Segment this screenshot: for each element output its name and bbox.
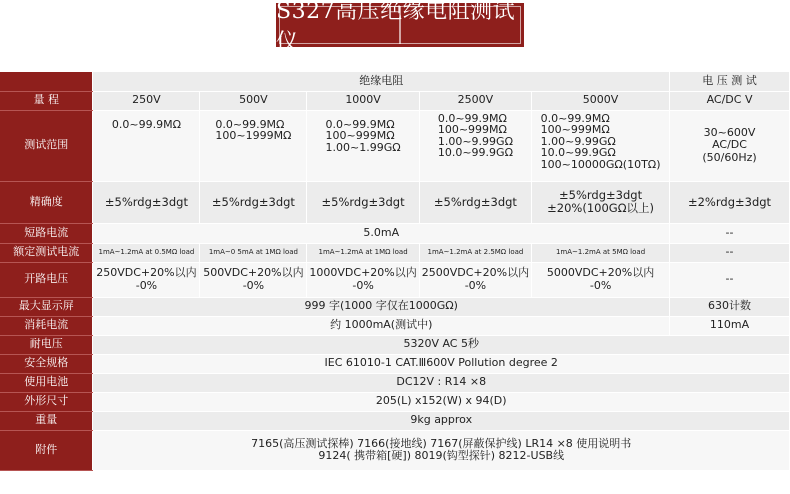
accuracy-cell: ±2%rdg±3dgt	[670, 181, 790, 223]
table-row	[0, 316, 790, 335]
measure-cell: 0.0~99.9MΩ	[93, 110, 200, 181]
range-cell: 2500V	[419, 91, 531, 110]
row-label: 额定测试电流	[0, 243, 93, 262]
page-title: S327高压绝缘电阻测试仪	[276, 3, 524, 47]
short-voltage: --	[670, 223, 790, 243]
measure-cell: 0.0~99.9MΩ 100~1999MΩ	[200, 110, 307, 181]
table-row	[0, 243, 790, 262]
battery-value: DC12V : R14 ×8	[93, 373, 790, 392]
accuracy-cell: ±5%rdg±3dgt	[200, 181, 307, 223]
accuracy-cell: ±5%rdg±3dgt ±20%(100GΩ以上)	[532, 181, 670, 223]
voltage-header: 电 压 测 试	[670, 72, 790, 91]
table-row	[0, 223, 790, 243]
range-cell: AC/DC V	[670, 91, 790, 110]
table-row	[0, 181, 790, 223]
corner-cell	[0, 72, 93, 91]
table-row	[0, 110, 790, 181]
table-row	[0, 72, 790, 91]
table-row	[0, 335, 790, 354]
withstand-value: 5320V AC 5秒	[93, 335, 790, 354]
table-row	[0, 91, 790, 110]
row-label: 外形尺寸	[0, 392, 93, 411]
open-voltage: --	[670, 262, 790, 297]
rated-voltage: --	[670, 243, 790, 262]
spec-table	[0, 72, 790, 471]
measure-cell: 30~600V AC/DC (50/60Hz)	[670, 110, 790, 181]
range-cell: 250V	[93, 91, 200, 110]
row-label: 开路电压	[0, 262, 93, 297]
measure-cell: 0.0~99.9MΩ 100~999MΩ 1.00~9.99GΩ 10.0~99.9GΩ 100~10000GΩ(10TΩ)	[532, 110, 670, 181]
table-row	[0, 392, 790, 411]
row-label: 重量	[0, 411, 93, 430]
open-cell: 250VDC+20%以内 -0%	[93, 262, 200, 297]
row-label: 安全规格	[0, 354, 93, 373]
weight-value: 9kg approx	[93, 411, 790, 430]
consumption-voltage: 110mA	[670, 316, 790, 335]
table-row	[0, 411, 790, 430]
open-cell: 500VDC+20%以内 -0%	[200, 262, 307, 297]
insulation-header: 绝缘电阻	[93, 72, 670, 91]
table-row	[0, 430, 790, 470]
open-cell: 1000VDC+20%以内 -0%	[307, 262, 419, 297]
short-value: 5.0mA	[93, 223, 670, 243]
consumption-value: 约 1000mA(测试中)	[93, 316, 670, 335]
rated-cell: 1mA~0 5mA at 1MΩ load	[200, 243, 307, 262]
row-label: 消耗电流	[0, 316, 93, 335]
safety-value: IEC 61010-1 CAT.Ⅲ600V Pollution degree 2	[93, 354, 790, 373]
open-cell: 5000VDC+20%以内 -0%	[532, 262, 670, 297]
row-label: 量 程	[0, 91, 93, 110]
row-label: 耐电压	[0, 335, 93, 354]
rated-cell: 1mA~1.2mA at 5MΩ load	[532, 243, 670, 262]
row-label: 短路电流	[0, 223, 93, 243]
accessories-line: 9124( 携带箱[硬]) 8019(钩型探针) 8212-USB线	[318, 449, 565, 462]
rated-cell: 1mA~1.2mA at 2.5MΩ load	[419, 243, 531, 262]
rated-cell: 1mA~1.2mA at 1MΩ load	[307, 243, 419, 262]
row-label: 使用电池	[0, 373, 93, 392]
row-label: 测试范围	[0, 110, 93, 181]
accessories-line: 7165(高压测试探棒) 7166(接地线) 7167(屏蔽保护线) LR14 ×8 使用说明书	[251, 436, 632, 450]
range-cell: 500V	[200, 91, 307, 110]
row-label: 附件	[0, 430, 93, 470]
table-row	[0, 297, 790, 316]
table-row	[0, 373, 790, 392]
table-row	[0, 262, 790, 297]
accuracy-cell: ±5%rdg±3dgt	[93, 181, 200, 223]
rated-cell: 1mA~1.2mA at 0.5MΩ load	[93, 243, 200, 262]
display-value: 999 字(1000 字仅在1000GΩ)	[93, 297, 670, 316]
display-voltage: 630计数	[670, 297, 790, 316]
accuracy-cell: ±5%rdg±3dgt	[307, 181, 419, 223]
row-label: 最大显示屏	[0, 297, 93, 316]
measure-cell: 0.0~99.9MΩ 100~999MΩ 1.00~9.99GΩ 10.0~99.9GΩ	[419, 110, 531, 181]
table-row	[0, 354, 790, 373]
range-cell: 5000V	[532, 91, 670, 110]
accuracy-cell: ±5%rdg±3dgt	[419, 181, 531, 223]
measure-cell: 0.0~99.9MΩ 100~999MΩ 1.00~1.99GΩ	[307, 110, 419, 181]
range-cell: 1000V	[307, 91, 419, 110]
accessories-value	[93, 430, 790, 470]
row-label: 精确度	[0, 181, 93, 223]
size-value: 205(L) x152(W) x 94(D)	[93, 392, 790, 411]
open-cell: 2500VDC+20%以内 -0%	[419, 262, 531, 297]
